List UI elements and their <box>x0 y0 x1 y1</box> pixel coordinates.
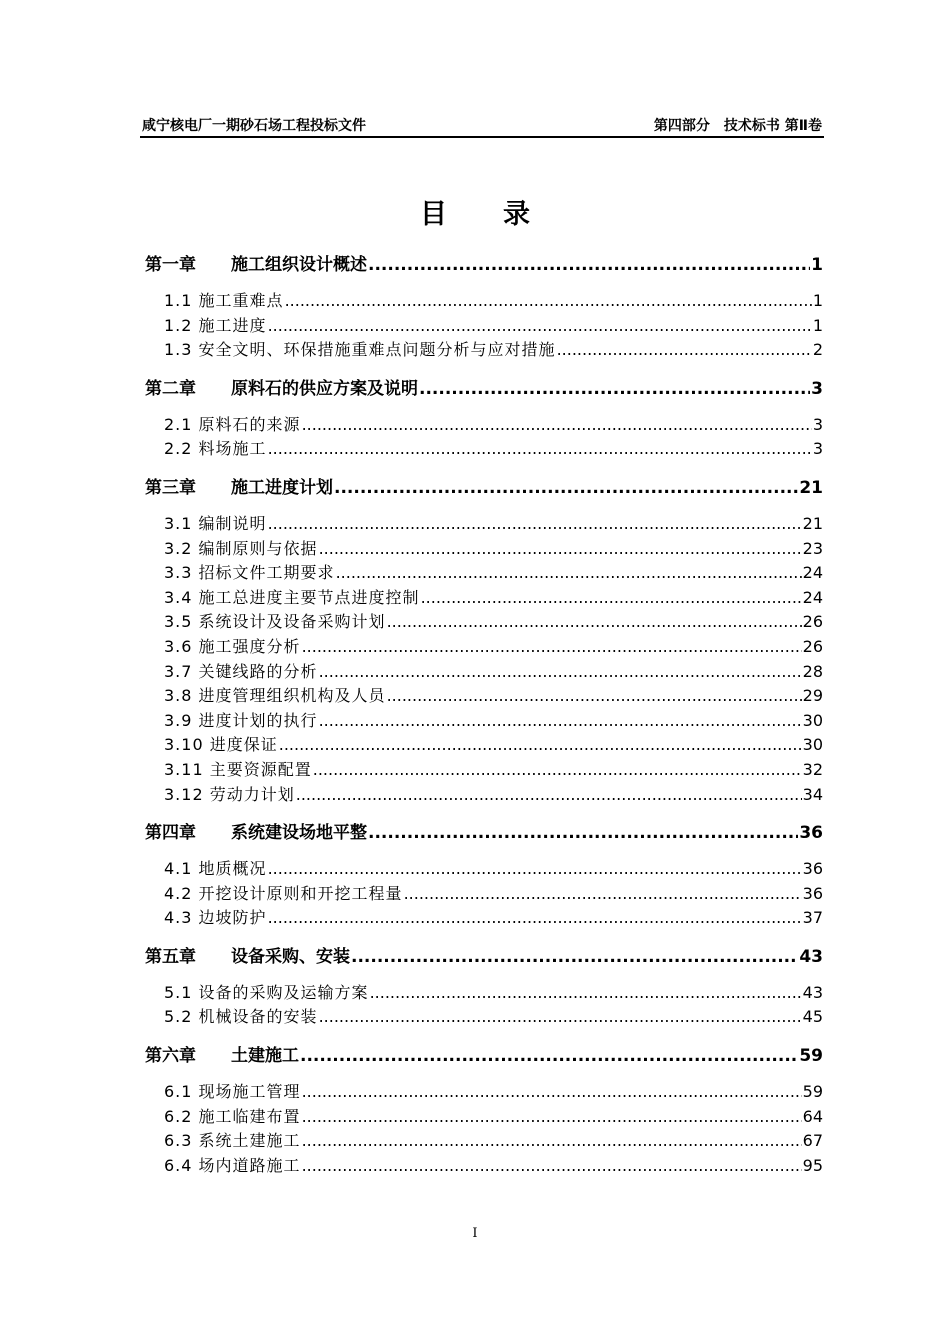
toc-section[interactable] <box>145 758 823 783</box>
section-page: 26 <box>802 612 823 632</box>
toc-section[interactable] <box>145 537 823 562</box>
section-page: 28 <box>802 661 823 681</box>
chapter-page: 21 <box>799 477 823 498</box>
section-label <box>164 537 318 562</box>
toc-section[interactable] <box>145 413 823 438</box>
section-label <box>164 882 403 907</box>
section-number: 3.4 <box>164 587 193 607</box>
toc-section[interactable] <box>145 882 823 907</box>
toc-section[interactable] <box>145 437 823 462</box>
chapter-page: 59 <box>799 1046 823 1067</box>
section-label <box>164 413 301 438</box>
chapter-title: 施工组织设计概述 <box>231 255 367 275</box>
section-number: 2.2 <box>164 439 193 459</box>
section-title: 安全文明、环保措施重难点问题分析与应对措施 <box>198 340 556 360</box>
dot-leader <box>302 1105 802 1130</box>
table-of-contents <box>145 253 823 1178</box>
section-title: 地质概况 <box>198 859 267 879</box>
section-label <box>164 660 318 685</box>
section-title: 场内道路施工 <box>198 1155 301 1175</box>
toc-chapter[interactable] <box>145 253 823 277</box>
section-title: 主要资源配置 <box>209 759 312 779</box>
section-page: 21 <box>802 513 823 533</box>
toc-section[interactable] <box>145 561 823 586</box>
chapter-page: 3 <box>811 378 823 399</box>
dot-leader <box>302 413 812 438</box>
dot-leader <box>279 733 802 758</box>
section-label <box>164 906 267 931</box>
section-title: 开挖设计原则和开挖工程量 <box>198 883 403 903</box>
section-page: 23 <box>802 538 823 558</box>
section-label <box>164 610 386 635</box>
dot-leader <box>268 906 802 931</box>
section-page: 24 <box>802 563 823 583</box>
section-number: 4.3 <box>164 908 193 928</box>
volume-label: 第四部分 技术标书 第Ⅱ卷 <box>653 118 822 134</box>
section-label <box>164 289 284 314</box>
toc-section[interactable] <box>145 709 823 734</box>
section-number: 3.11 <box>164 759 204 779</box>
section-number: 3.10 <box>164 735 204 755</box>
dot-leader <box>285 289 812 314</box>
section-number: 3.1 <box>164 513 193 533</box>
toc-chapter[interactable] <box>145 1044 823 1068</box>
dot-leader <box>387 610 802 635</box>
dot-leader <box>313 758 802 783</box>
section-page: 26 <box>802 636 823 656</box>
toc-chapter[interactable] <box>145 476 823 500</box>
section-label <box>164 314 267 339</box>
chapter-number: 第三章 <box>145 477 196 498</box>
section-label <box>164 981 369 1006</box>
section-label <box>164 709 318 734</box>
section-title: 施工临建布置 <box>198 1106 301 1126</box>
toc-section[interactable] <box>145 684 823 709</box>
dot-leader <box>404 882 802 907</box>
section-number: 6.3 <box>164 1131 193 1151</box>
section-page: 95 <box>802 1155 823 1175</box>
section-title: 机械设备的安装 <box>198 1007 318 1027</box>
dot-leader <box>300 1044 798 1068</box>
dot-leader <box>302 1154 802 1179</box>
section-label <box>164 733 278 758</box>
section-page: 1 <box>812 315 823 335</box>
page-number: I <box>472 1226 478 1241</box>
section-label <box>164 338 556 363</box>
section-label <box>164 437 267 462</box>
section-page: 30 <box>802 735 823 755</box>
section-title: 关键线路的分析 <box>198 661 318 681</box>
chapter-title: 设备采购、安装 <box>231 946 350 967</box>
toc-section[interactable] <box>145 906 823 931</box>
section-label <box>164 684 386 709</box>
section-number: 5.2 <box>164 1007 193 1027</box>
toc-chapter[interactable] <box>145 821 823 845</box>
section-title: 进度保证 <box>209 735 278 755</box>
chapter-number: 第六章 <box>145 1046 196 1067</box>
section-title: 施工重难点 <box>198 291 284 310</box>
dot-leader <box>336 561 802 586</box>
toc-section[interactable] <box>145 586 823 611</box>
dot-leader <box>319 1005 802 1030</box>
toc-section[interactable] <box>145 1154 823 1179</box>
dot-leader <box>302 1080 802 1105</box>
section-number: 1.1 <box>164 291 193 310</box>
section-page: 43 <box>802 982 823 1002</box>
section-page: 2 <box>812 340 823 360</box>
dot-leader <box>268 314 812 339</box>
section-number: 3.6 <box>164 636 193 656</box>
section-label <box>164 586 420 611</box>
chapter-number: 第二章 <box>145 378 196 399</box>
chapter-title: 施工进度计划 <box>231 477 333 498</box>
section-label <box>164 758 312 783</box>
section-page: 3 <box>812 414 823 434</box>
toc-chapter[interactable] <box>145 945 823 969</box>
toc-section[interactable] <box>145 857 823 882</box>
chapter-page: 1 <box>811 255 823 275</box>
toc-title: 目录 <box>420 199 586 230</box>
section-page: 34 <box>802 784 823 804</box>
toc-section[interactable] <box>145 1005 823 1030</box>
section-page: 67 <box>802 1131 823 1151</box>
section-label <box>164 1154 301 1179</box>
section-number: 3.12 <box>164 784 204 804</box>
section-number: 6.2 <box>164 1106 193 1126</box>
toc-section[interactable] <box>145 1129 823 1154</box>
section-title: 进度管理组织机构及人员 <box>198 686 386 706</box>
dot-leader <box>419 377 810 401</box>
section-title: 边坡防护 <box>198 908 267 928</box>
section-number: 4.1 <box>164 859 193 879</box>
toc-section[interactable] <box>145 981 823 1006</box>
section-title: 原料石的来源 <box>198 414 301 434</box>
toc-section[interactable] <box>145 1080 823 1105</box>
dot-leader <box>368 253 810 277</box>
section-page: 36 <box>802 859 823 879</box>
section-number: 1.3 <box>164 340 193 360</box>
chapter-title: 土建施工 <box>231 1046 299 1067</box>
toc-chapter[interactable] <box>145 377 823 401</box>
section-label <box>164 1080 301 1105</box>
chapter-page: 36 <box>799 823 823 844</box>
dot-leader <box>557 338 812 363</box>
section-label <box>164 1105 301 1130</box>
section-number: 3.9 <box>164 710 193 730</box>
toc-section[interactable] <box>145 314 823 339</box>
section-title: 招标文件工期要求 <box>198 563 335 583</box>
section-number: 3.2 <box>164 538 193 558</box>
section-title: 施工强度分析 <box>198 636 301 656</box>
chapter-title: 原料石的供应方案及说明 <box>231 378 418 399</box>
section-page: 3 <box>812 439 823 459</box>
toc-section[interactable] <box>145 660 823 685</box>
section-number: 6.4 <box>164 1155 193 1175</box>
section-label <box>164 1005 318 1030</box>
section-label <box>164 561 335 586</box>
section-page: 29 <box>802 686 823 706</box>
section-title: 系统土建施工 <box>198 1131 301 1151</box>
section-page: 37 <box>802 908 823 928</box>
section-number: 6.1 <box>164 1082 193 1102</box>
section-label <box>164 857 267 882</box>
section-page: 32 <box>802 759 823 779</box>
section-title: 系统设计及设备采购计划 <box>198 612 386 632</box>
dot-leader <box>421 586 802 611</box>
section-title: 进度计划的执行 <box>198 710 318 730</box>
toc-section[interactable] <box>145 1105 823 1130</box>
section-title: 施工总进度主要节点进度控制 <box>198 587 420 607</box>
dot-leader <box>268 512 802 537</box>
chapter-number: 第五章 <box>145 946 196 967</box>
section-page: 64 <box>802 1106 823 1126</box>
section-page: 30 <box>802 710 823 730</box>
chapter-number: 第四章 <box>145 823 196 844</box>
toc-section[interactable] <box>145 512 823 537</box>
dot-leader <box>319 537 802 562</box>
dot-leader <box>319 660 802 685</box>
section-label <box>164 1129 301 1154</box>
section-page: 45 <box>802 1007 823 1027</box>
dot-leader <box>319 709 802 734</box>
chapter-title: 系统建设场地平整 <box>231 823 367 844</box>
section-title: 编制原则与依据 <box>198 538 318 558</box>
section-label <box>164 512 267 537</box>
section-label <box>164 635 301 660</box>
section-number: 5.1 <box>164 982 193 1002</box>
section-page: 1 <box>812 291 823 310</box>
section-title: 设备的采购及运输方案 <box>198 982 369 1002</box>
section-number: 3.8 <box>164 686 193 706</box>
section-title: 施工进度 <box>198 315 267 335</box>
dot-leader <box>351 945 798 969</box>
dot-leader <box>368 821 798 845</box>
dot-leader <box>268 857 802 882</box>
section-title: 现场施工管理 <box>198 1082 301 1102</box>
dot-leader <box>302 635 802 660</box>
section-number: 4.2 <box>164 883 193 903</box>
section-number: 3.7 <box>164 661 193 681</box>
toc-section[interactable] <box>145 635 823 660</box>
toc-section[interactable] <box>145 289 823 314</box>
section-page: 36 <box>802 883 823 903</box>
page-header <box>140 116 824 138</box>
section-title: 劳动力计划 <box>209 784 295 804</box>
toc-section[interactable] <box>145 338 823 363</box>
toc-section[interactable] <box>145 783 823 808</box>
dot-leader <box>296 783 802 808</box>
section-page: 24 <box>802 587 823 607</box>
dot-leader <box>370 981 802 1006</box>
dot-leader <box>302 1129 802 1154</box>
section-label <box>164 783 295 808</box>
section-title: 料场施工 <box>198 439 267 459</box>
chapter-page: 43 <box>799 946 823 967</box>
section-number: 2.1 <box>164 414 193 434</box>
toc-section[interactable] <box>145 733 823 758</box>
document-title: 咸宁核电厂一期砂石场工程投标文件 <box>142 118 366 134</box>
section-number: 3.3 <box>164 563 193 583</box>
section-page: 59 <box>802 1082 823 1102</box>
toc-section[interactable] <box>145 610 823 635</box>
chapter-number: 第一章 <box>145 255 196 275</box>
dot-leader <box>387 684 802 709</box>
section-number: 3.5 <box>164 612 193 632</box>
dot-leader <box>334 476 798 500</box>
section-number: 1.2 <box>164 315 193 335</box>
section-title: 编制说明 <box>198 513 267 533</box>
dot-leader <box>268 437 812 462</box>
